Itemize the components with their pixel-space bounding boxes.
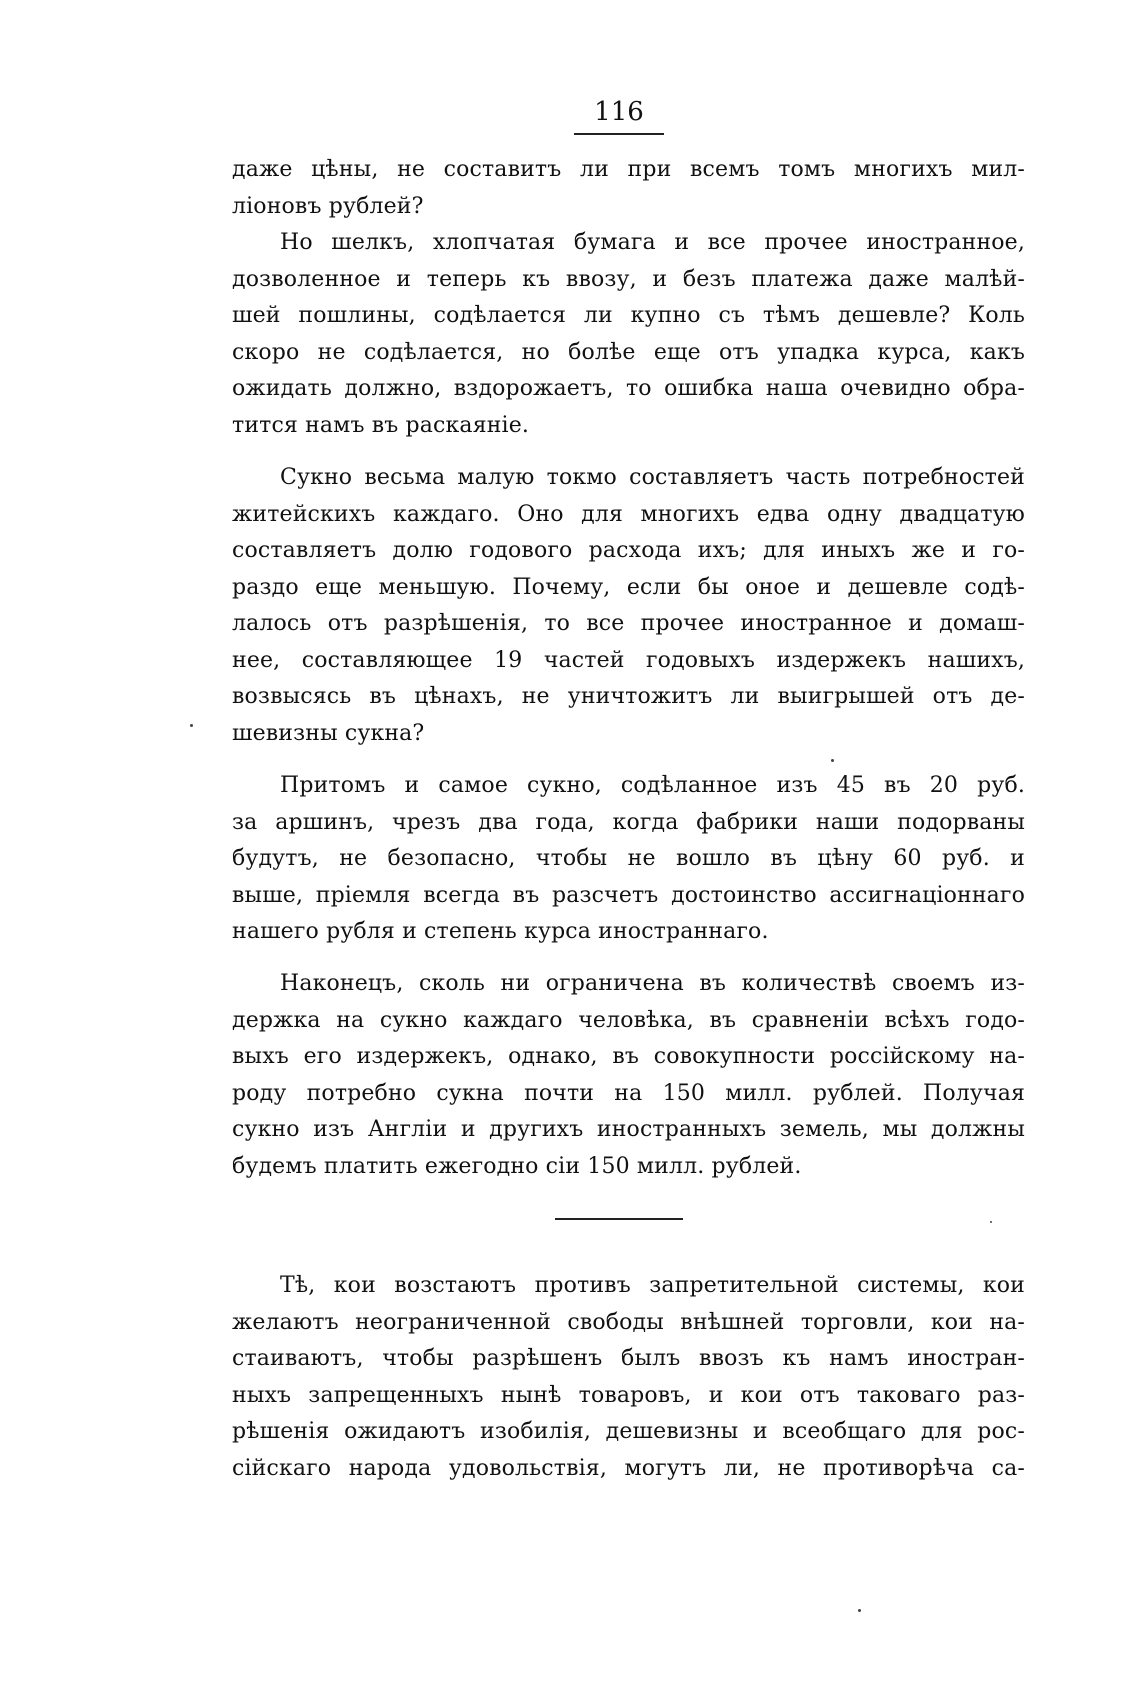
text-line: Сукно весьма малую токмо составляетъ часть потребностей — [280, 465, 1025, 490]
scan-speck — [831, 759, 834, 762]
paragraph-1 — [232, 152, 1025, 225]
text-line: держка на сукно каждаго человѣка, въ сравненіи всѣхъ годо- — [232, 1007, 1025, 1033]
text-line: ожидать должно, вздорожаетъ, то ошибка наша очевидно обра- — [232, 376, 1025, 401]
text-line: Но шелкъ, хлопчатая бумага и все прочее иностранное, — [280, 230, 1025, 255]
text-line: роду потребно сукна почти на 150 милл. рублей. Получая — [232, 1080, 1025, 1106]
paragraph-4 — [232, 768, 1025, 951]
paragraph-6 — [232, 1268, 1025, 1487]
text-line: Тѣ, кои возстаютъ противъ запретительной системы, кои — [280, 1273, 1025, 1298]
text-line: выхъ его издержекъ, однако, въ совокупности россійскому на- — [232, 1044, 1025, 1069]
text-line: тится намъ въ раскаяніе. — [232, 412, 530, 438]
text-line: Притомъ и самое сукно, содѣланное изъ 45 въ 20 руб. — [280, 773, 1025, 798]
paragraph-2 — [232, 225, 1025, 444]
text-line: стаиваютъ, чтобы разрѣшенъ былъ ввозъ къ намъ иностран- — [232, 1346, 1025, 1371]
text-line: желаютъ неограниченной свободы внѣшней торговли, кои на- — [232, 1309, 1025, 1335]
text-line: за аршинъ, чрезъ два года, когда фабрики наши подорваны — [232, 809, 1025, 835]
text-line: нее, составляющее 19 частей годовыхъ издержекъ нашихъ, — [232, 647, 1025, 673]
text-line: скоро не содѣлается, но болѣе еще отъ упадка курса, какъ — [232, 339, 1025, 365]
text-line: будемъ платить ежегодно сіи 150 милл. рублей. — [232, 1153, 802, 1179]
text-line: лалось отъ разрѣшенія, то все прочее иностранное и домаш- — [232, 611, 1025, 636]
text-line: ліоновъ рублей? — [232, 193, 424, 219]
page-number: 116 — [594, 97, 644, 127]
scan-speck — [190, 724, 193, 727]
text-line: составляетъ долю годового расхода ихъ; для иныхъ же и го- — [232, 538, 1025, 563]
text-line: возвысясь въ цѣнахъ, не уничтожитъ ли выигрышей отъ де- — [232, 684, 1025, 709]
scan-speck — [858, 1609, 861, 1612]
paragraph-3 — [232, 460, 1025, 752]
paragraph-5 — [232, 966, 1025, 1185]
text-line: нашего рубля и степень курса иностраннаго. — [232, 919, 769, 944]
text-line: раздо еще меньшую. Почему, если бы оное и дешевле содѣ- — [232, 574, 1025, 600]
scan-speck — [990, 1221, 992, 1223]
text-line: даже цѣны, не составитъ ли при всемъ томъ многихъ мил- — [232, 157, 1025, 182]
text-line: сійскаго народа удовольствія, могутъ ли, не противорѣча са- — [232, 1455, 1025, 1481]
text-line: шей пошлины, содѣлается ли купно съ тѣмъ дешевле? Коль — [232, 303, 1025, 328]
text-line: житейскихъ каждаго. Оно для многихъ едва одну двадцатую — [232, 501, 1025, 527]
text-line: сукно изъ Англіи и другихъ иностранныхъ земель, мы должны — [232, 1117, 1025, 1142]
text-line: рѣшенія ожидаютъ изобилія, дешевизны и всеобщаго для рос- — [232, 1419, 1025, 1444]
text-line: выше, пріемля всегда въ разсчетъ достоинство ассигнаціоннаго — [232, 882, 1025, 908]
text-line: Наконецъ, сколь ни ограничена въ количествѣ своемъ из- — [280, 971, 1025, 996]
page-number-rule — [574, 133, 664, 135]
section-divider — [555, 1218, 683, 1220]
text-line: дозволенное и теперь къ ввозу, и безъ платежа даже малѣй- — [232, 266, 1025, 292]
text-line: будутъ, не безопасно, чтобы не вошло въ цѣну 60 руб. и — [232, 846, 1025, 871]
text-line: шевизны сукна? — [232, 720, 425, 746]
text-line: ныхъ запрещенныхъ нынѣ товаровъ, и кои отъ таковаго раз- — [232, 1382, 1025, 1408]
